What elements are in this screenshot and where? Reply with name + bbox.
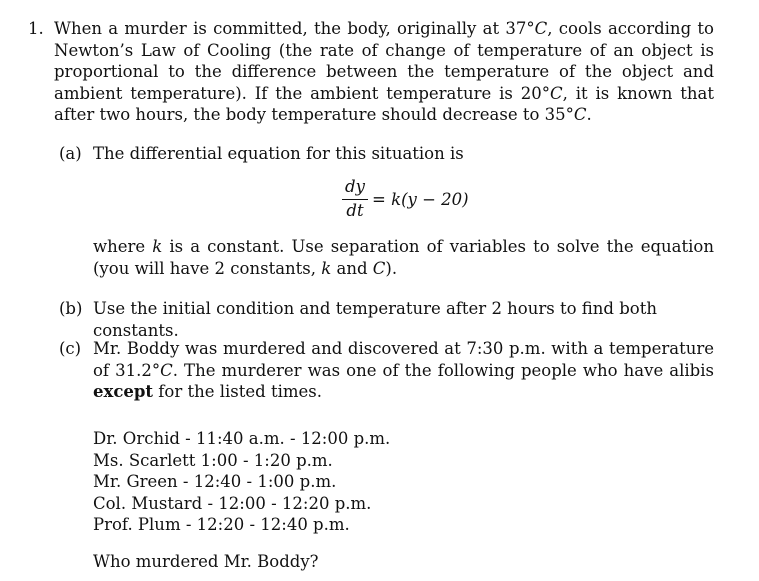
alibi-item: Ms. Scarlett 1:00 - 1:20 p.m. <box>93 450 333 470</box>
fraction-denominator: dt <box>346 201 364 220</box>
alibi-item: Prof. Plum - 12:20 - 12:40 p.m. <box>93 515 350 534</box>
equation-rhs: = k(y − 20) <box>372 190 469 209</box>
derivative-fraction <box>342 178 368 220</box>
part-c-label: (c) <box>59 339 82 358</box>
part-a-instructions: where k is a constant. Use separation of variables to solve the equation (you will have 2 constants, k and C). <box>93 237 714 278</box>
alibi-item: Col. Mustard - 12:00 - 12:20 p.m. <box>93 493 372 513</box>
part-b-text: Use the initial condition and temperature after 2 hours to find both constants. <box>93 299 657 340</box>
problem-number: 1. <box>28 19 44 38</box>
fraction-numerator: dy <box>345 177 365 196</box>
part-a-text: The differential equation for this situation is <box>93 144 464 163</box>
part-c-text: Mr. Boddy was murdered and discovered at 7:30 p.m. with a temperature of 31.2°C. The murderer was one of the following people who have alibis except for the listed times. <box>93 339 714 401</box>
alibi-list <box>93 428 390 536</box>
part-b-label: (b) <box>59 299 83 318</box>
fraction-bar <box>342 199 368 200</box>
problem-intro: When a murder is committed, the body, originally at 37°C, cools according to Newton’s Law of Cooling (the rate of change of temperature of an object is proportional to the difference between the temperature of the object and ambient temperature). If the ambient temperature is 20°C, it is known that after two hours, the body temperature should decrease to 35°C. <box>54 19 714 124</box>
alibi-item: Mr. Green - 12:40 - 1:00 p.m. <box>93 472 337 491</box>
part-a-label: (a) <box>59 144 82 163</box>
final-question: Who murdered Mr. Boddy? <box>93 552 319 571</box>
alibi-item: Dr. Orchid - 11:40 a.m. - 12:00 p.m. <box>93 429 391 448</box>
